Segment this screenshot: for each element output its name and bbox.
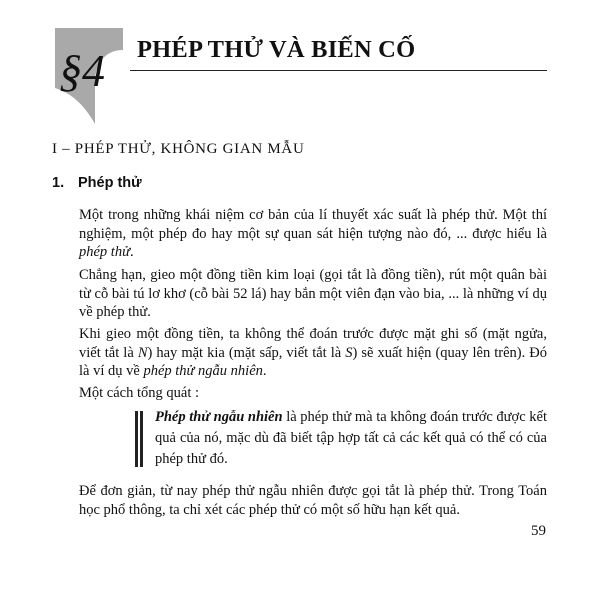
paragraph-3-text-b: ) hay mặt kia (mặt sấp, viết tắt là [147,344,346,361]
chapter-marker-text: §4 [59,45,105,96]
paragraph-1-text: Một trong những khái niệm cơ bản của lí thuyết xác suất là phép thử. Một thí nghiệm, một phép đo hay một sự quan sát hiện tượng nào đó, ... được hiểu là [79,207,547,242]
definition-body: là phép thử mà ta không đoán trước được kết quả của nó, mặc dù đã biết tập hợp tất cả các kết quả có thể có của phép thử đó. [155,409,547,467]
paragraph-3-abbrev-n: N [137,344,148,361]
paragraph-2: Chẳng hạn, gieo một đồng tiền kim loại (gọi tắt là đồng tiền), rút một quân bài từ cỗ bài tú lơ khơ (cỗ bài 52 lá) hay bắn một viên đạn vào bia, ... là những ví dụ về phép thử. [79,267,547,320]
chapter-title: PHÉP THỬ VÀ BIẾN CỐ [137,36,416,63]
section-heading: I – PHÉP THỬ, KHÔNG GIAN MẪU [52,141,305,157]
header-rule [130,70,547,71]
paragraph-5: Để đơn giản, từ nay phép thử ngẫu nhiên được gọi tắt là phép thử. Trong Toán học phổ thông, ta chỉ xét các phép thử có một số hữu hạn kết quả. [79,483,547,518]
paragraph-3-end: . [262,363,267,379]
definition-bar-left [135,411,138,467]
definition-bar-right [140,411,143,467]
paragraph-3-text-a: Khi gieo một đồng tiền, ta không thể đoán trước được mặt ghi số (mặt ngửa, viết tắt là [79,326,547,361]
definition-term: Phép thử ngẫu nhiên [155,409,283,425]
subsection-heading [52,175,142,191]
chapter-marker-graphic [55,28,135,128]
paragraph-4: Một cách tổng quát : [79,385,200,401]
definition-box [135,407,548,465]
paragraph-3 [79,325,547,381]
definition-text [155,407,547,470]
subsection-number: 1. [52,175,65,191]
paragraph-1-term: phép thử [79,244,130,260]
paragraph-3-abbrev-s: S [345,344,353,361]
paragraph-3-text-c: ) sẽ xuất hiện (quay lên trên). Đó là ví dụ về [79,344,547,379]
page-number: 59 [531,523,546,539]
paragraph-1-end: . [130,244,134,260]
paragraph-1 [79,206,547,262]
subsection-title: Phép thử [78,175,142,191]
paragraph-3-term: phép thử ngẫu nhiên [143,363,263,379]
